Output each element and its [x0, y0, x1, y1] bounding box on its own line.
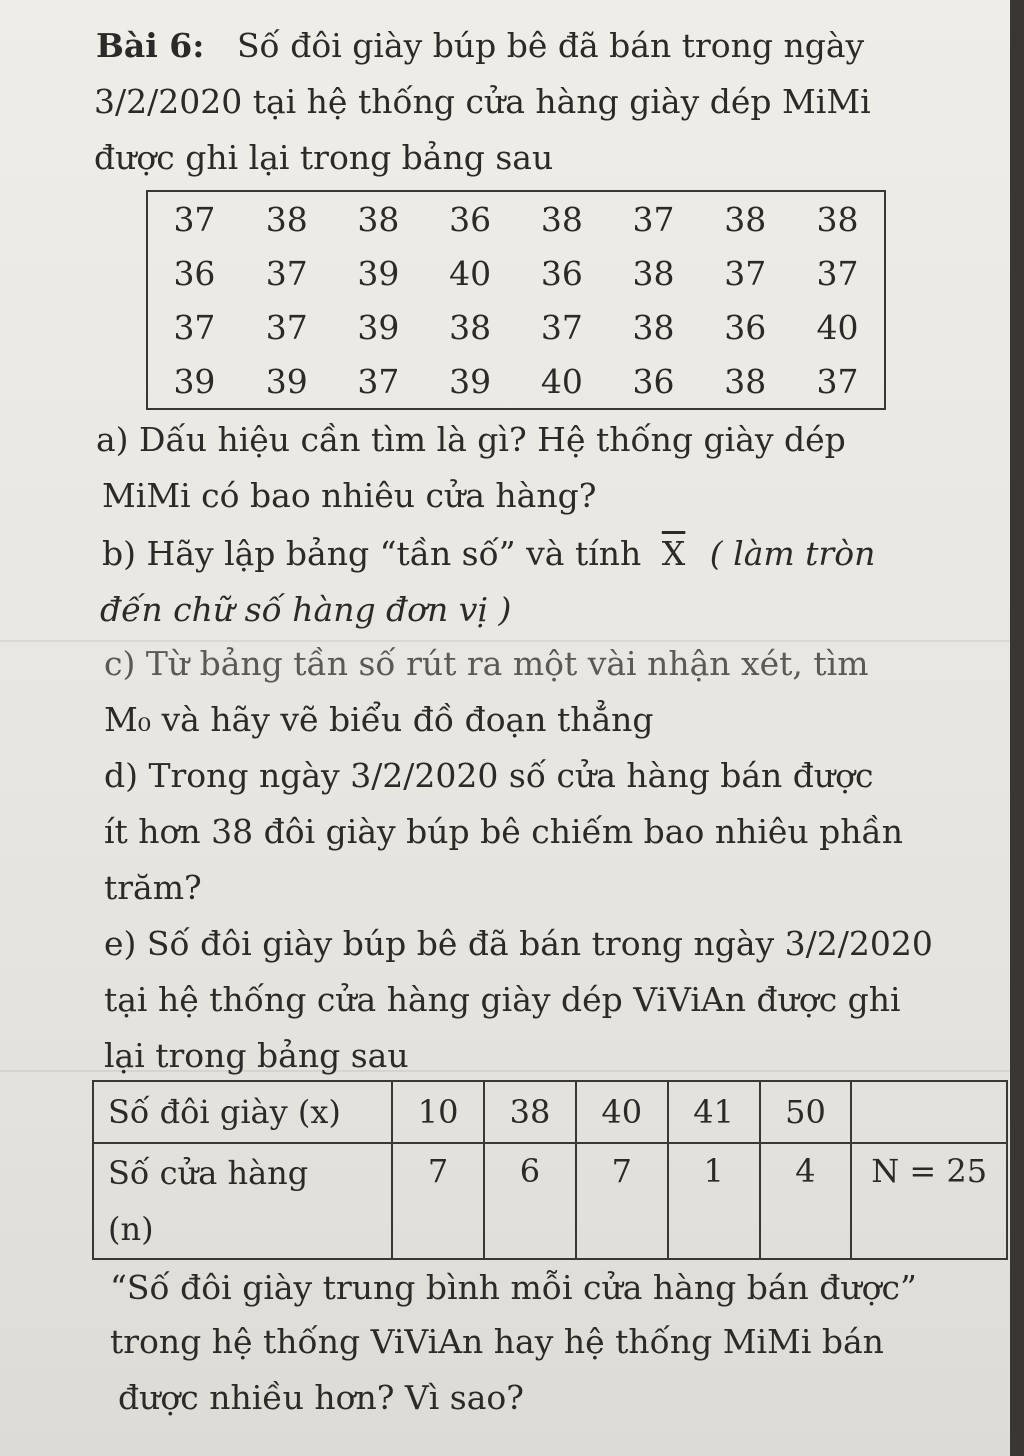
table-cell: 4 [760, 1143, 852, 1259]
table-cell: 36 [173, 253, 216, 293]
table-cell: 37 [816, 361, 859, 401]
question-e-line-3: lại trong bảng sau [104, 1036, 409, 1075]
table-cell: 38 [724, 199, 767, 239]
table-cell: 38 [632, 307, 675, 347]
question-e-after-line-2: trong hệ thống ViViAn hay hệ thống MiMi bán [110, 1322, 884, 1361]
row-label-x: Số đôi giày (x) [93, 1081, 392, 1143]
table-cell: 39 [449, 361, 492, 401]
vivian-frequency-table [92, 1080, 1008, 1260]
table-cell: 38 [816, 199, 859, 239]
question-c-line-2: M₀ và hãy vẽ biểu đồ đoạn thẳng [104, 700, 654, 739]
mimi-data-table [146, 190, 886, 410]
table-cell: 38 [724, 361, 767, 401]
question-a-line-2: MiMi có bao nhiêu cửa hàng? [102, 476, 597, 515]
table-cell: 37 [632, 199, 675, 239]
table-cell: 37 [357, 361, 400, 401]
table-cell: 38 [449, 307, 492, 347]
table-cell: 36 [724, 307, 767, 347]
table-row [147, 246, 885, 300]
table-cell: 38 [540, 199, 583, 239]
question-a-line-1: a) Dấu hiệu cần tìm là gì? Hệ thống giày dép [96, 420, 846, 459]
table-cell: 37 [724, 253, 767, 293]
table-cell: 38 [632, 253, 675, 293]
problem-title-line-2: 3/2/2020 tại hệ thống cửa hàng giày dép MiMi [94, 82, 871, 121]
question-b-line-2: đến chữ số hàng đơn vị ) [100, 590, 512, 629]
table-cell: 7 [576, 1143, 668, 1259]
row-label-n-line-1: Số cửa hàng [108, 1154, 309, 1192]
table-cell: 39 [357, 253, 400, 293]
x-bar-symbol: $\overline{X}$ [661, 534, 686, 573]
table-cell: 38 [265, 199, 308, 239]
table-cell: 6 [484, 1143, 576, 1259]
question-e-line-1: e) Số đôi giày búp bê đã bán trong ngày 3/2/2020 [104, 924, 933, 963]
row-label-n-line-2: (n) [108, 1210, 154, 1248]
question-d-line-3: trăm? [104, 868, 202, 907]
problem-title-line-1 [96, 26, 864, 66]
table-cell: 37 [173, 199, 216, 239]
table-cell: 40 [449, 253, 492, 293]
question-d-line-2: ít hơn 38 đôi giày búp bê chiếm bao nhiêu phần [104, 812, 904, 851]
question-c-line-1: c) Từ bảng tần số rút ra một vài nhận xét, tìm [104, 644, 869, 683]
table-cell: 36 [632, 361, 675, 401]
table-cell: 40 [576, 1081, 668, 1143]
table-cell: 7 [392, 1143, 484, 1259]
table-cell: 38 [357, 199, 400, 239]
total-cell: N = 25 [851, 1143, 1007, 1259]
table-cell: 40 [816, 307, 859, 347]
table-row [147, 300, 885, 354]
problem-number: Bài 6: [96, 26, 205, 65]
question-e-after-line-3: được nhiều hơn? Vì sao? [118, 1378, 524, 1417]
table-cell: 37 [265, 253, 308, 293]
table-cell: 39 [173, 361, 216, 401]
table-cell-empty [851, 1081, 1007, 1143]
table-cell: 37 [173, 307, 216, 347]
table-row [93, 1143, 1007, 1259]
paper-fold [0, 640, 1010, 642]
table-cell: 36 [449, 199, 492, 239]
table-cell: 10 [392, 1081, 484, 1143]
table-cell: 1 [668, 1143, 760, 1259]
question-e-after-line-1: “Số đôi giày trung bình mỗi cửa hàng bán được” [110, 1268, 917, 1307]
table-row [147, 191, 885, 246]
table-cell: 39 [357, 307, 400, 347]
problem-title-line-3: được ghi lại trong bảng sau [94, 138, 554, 177]
table-cell: 39 [265, 361, 308, 401]
problem-statement: Số đôi giày búp bê đã bán trong ngày [236, 26, 865, 65]
question-b-text: b) Hãy lập bảng “tần số” và tính [102, 534, 642, 573]
table-cell: 40 [540, 361, 583, 401]
table-cell: 41 [668, 1081, 760, 1143]
table-cell: 37 [265, 307, 308, 347]
table-cell: 38 [484, 1081, 576, 1143]
table-cell: 37 [540, 307, 583, 347]
row-label-n [93, 1143, 392, 1259]
question-d-line-1: d) Trong ngày 3/2/2020 số cửa hàng bán được [104, 756, 874, 795]
rounding-note: ( làm tròn [709, 534, 876, 573]
question-b-line-1 [102, 534, 875, 574]
question-e-line-2: tại hệ thống cửa hàng giày dép ViViAn được ghi [104, 980, 901, 1019]
table-row [147, 354, 885, 409]
table-cell: 37 [816, 253, 859, 293]
table-row [93, 1081, 1007, 1143]
table-cell: 50 [760, 1081, 852, 1143]
table-cell: 36 [540, 253, 583, 293]
